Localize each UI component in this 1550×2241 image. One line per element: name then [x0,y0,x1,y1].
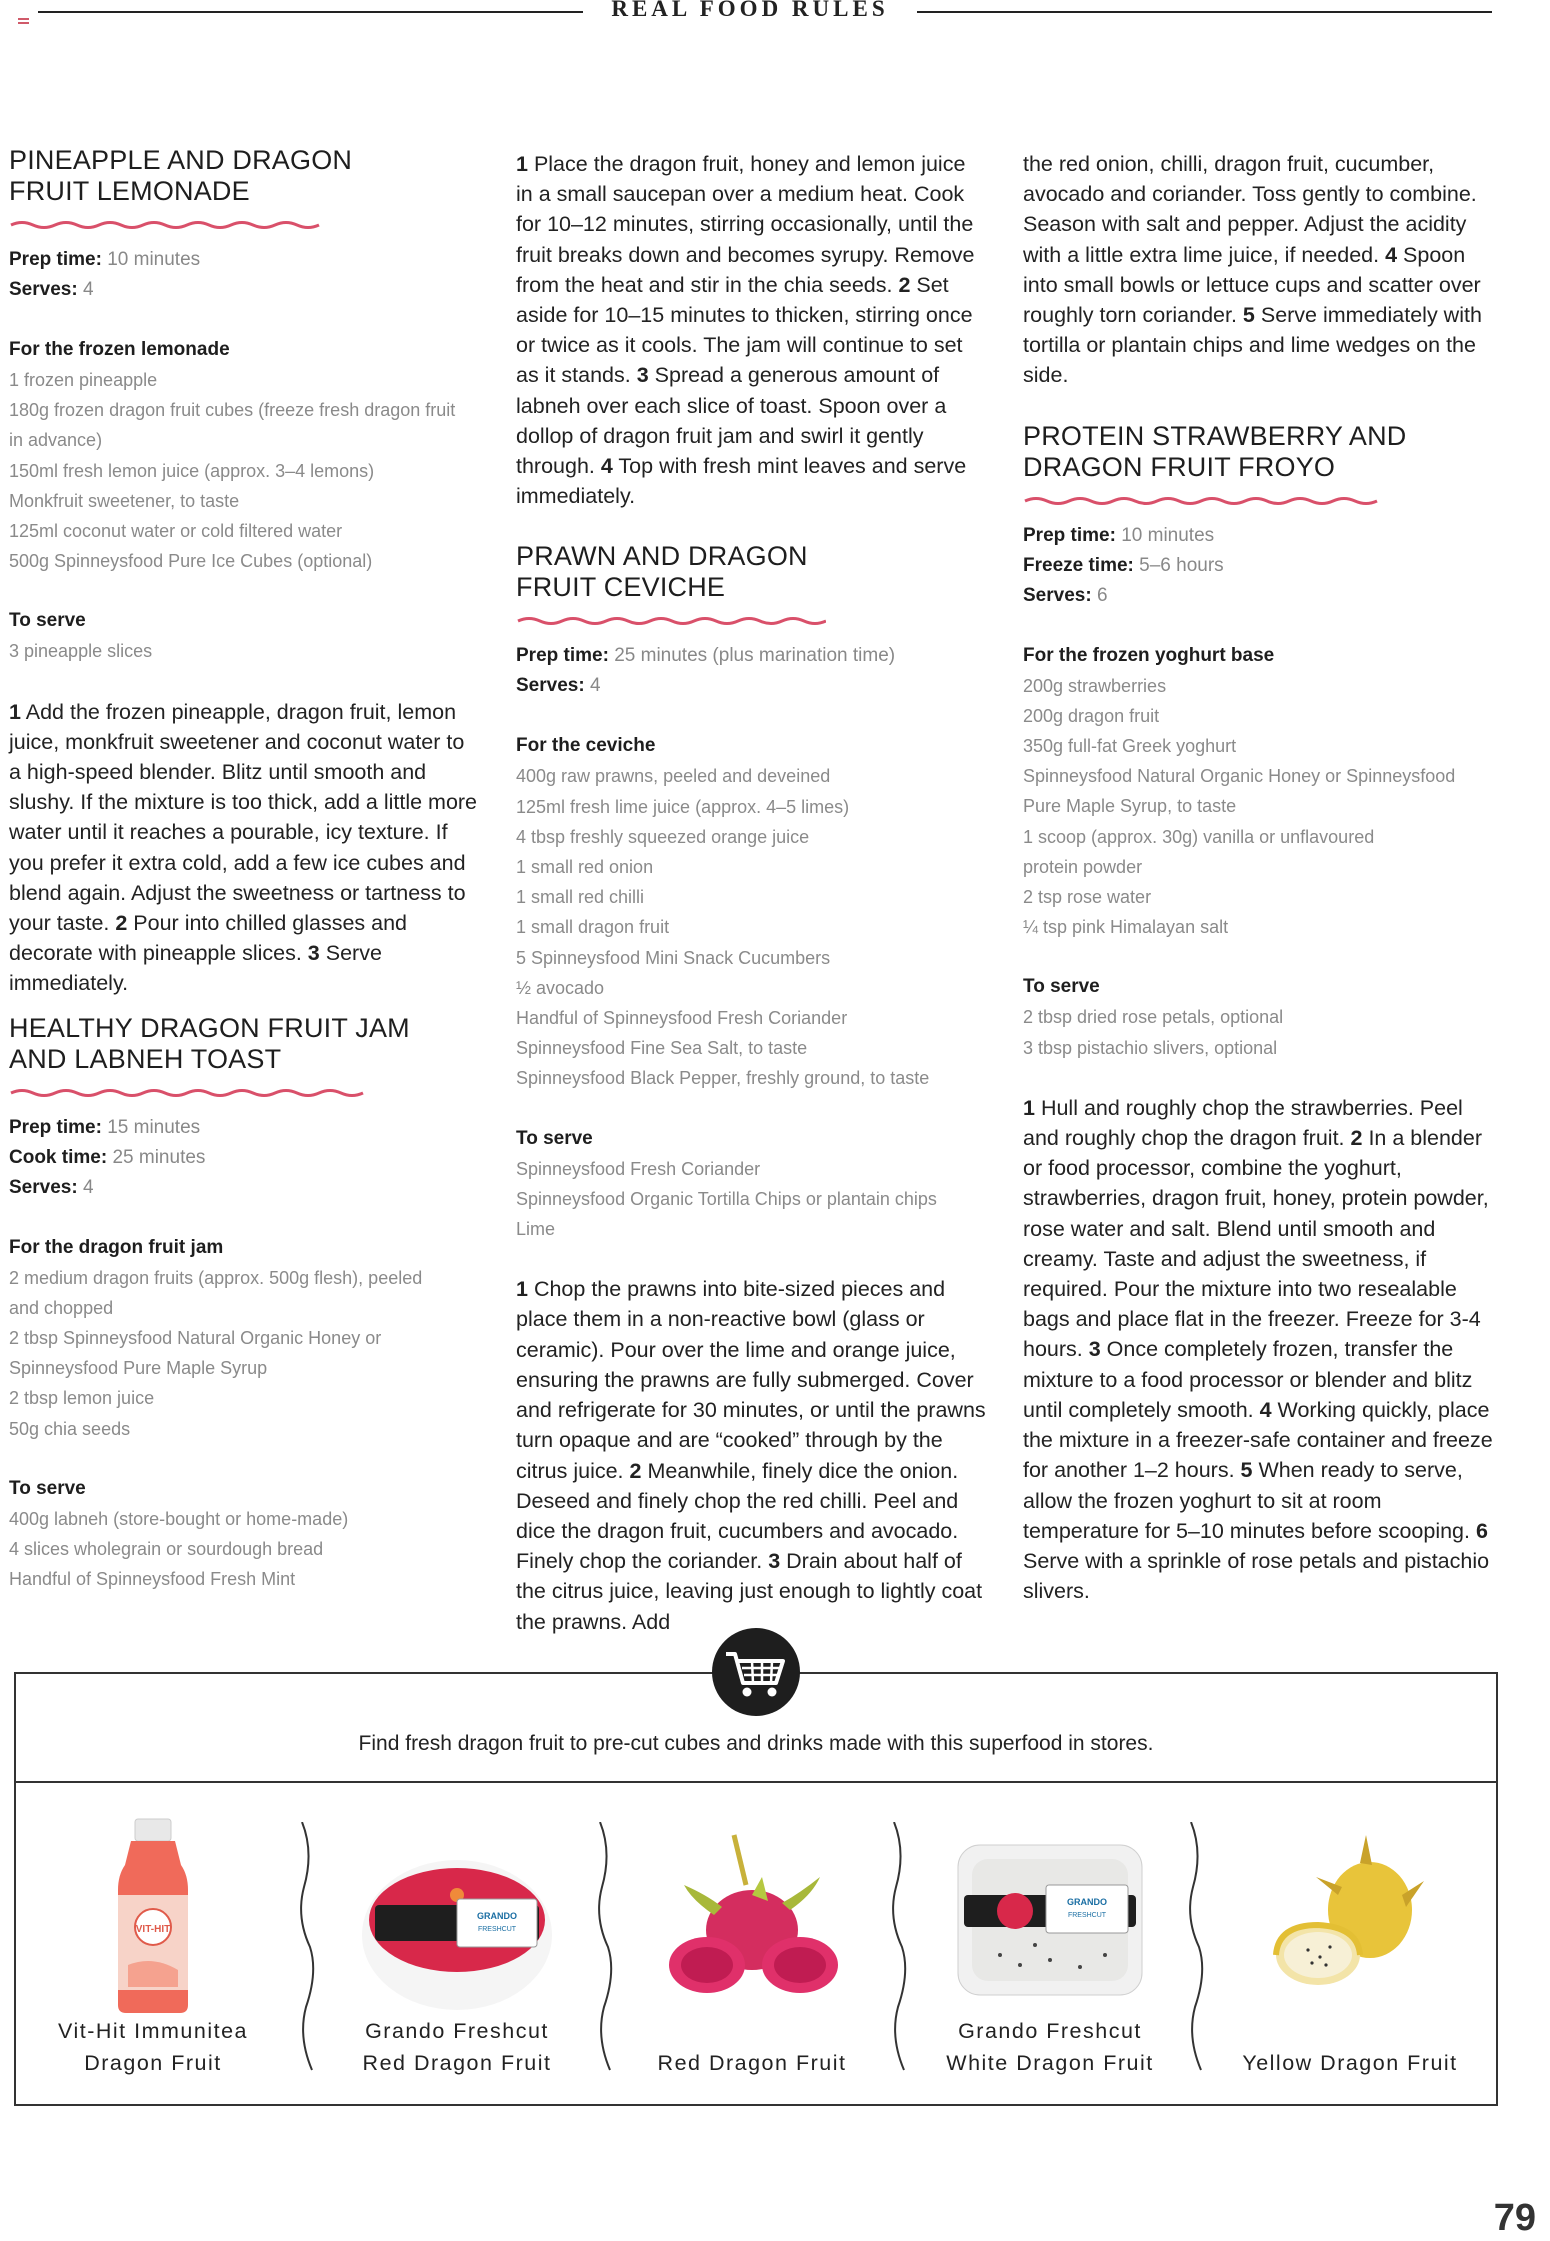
prep-time: Prep time: 10 minutes [1023,524,1215,546]
column-1 [9,145,479,1594]
header-rule-right [917,11,1492,13]
product-yellow-dragon-fruit [1220,1815,1480,2075]
svg-text:VIT-HIT: VIT-HIT [135,1924,171,1935]
method-text: 1 Chop the prawns into bite-sized pieces and place them in a non-reactive bowl (glass or ceramic). Pour over the lime and orange juice, ensuring the prawns are fully submerged. Cover and refrigerate for 30 minutes, or until the prawns turn opaque and are “cooked” through by the citrus juice. 2 Meanwhile, finely dice the onion. Deseed and finely chop the red chilli. Peel and dice the dragon fruit, cucumbers and avocado. Finely chop the coriander. 3 Drain about half of the citrus juice, leaving just enough to lightly coat the prawns. Add [516,1277,986,1634]
serves: Serves: 4 [516,675,601,697]
bracket-divider [296,1822,320,2072]
cook-time: Cook time: 25 minutes [9,1146,206,1168]
ingredient: ½ avocado [516,977,605,998]
ingredient: Handful of Spinneysfood Fresh Mint [9,1569,296,1590]
ingredient: protein powder [1023,856,1143,877]
ingredient: 1 scoop (approx. 30g) vanilla or unflavoured [1023,826,1375,847]
ingredient: 400g raw prawns, peeled and deveined [516,766,831,787]
serves: Serves: 4 [9,1176,94,1198]
ingredient: Spinneysfood Organic Tortilla Chips or plantain chips [516,1188,937,1209]
ingredient: 50g chia seeds [9,1418,131,1439]
ingredient: 200g dragon fruit [1023,705,1160,726]
page-header-title: REAL FOOD RULES [611,0,889,21]
ingredient: 2 tbsp dried rose petals, optional [1023,1007,1284,1028]
product-name: Grando Freshcut White Dragon Fruit [946,2019,1154,2075]
ingredient: 3 pineapple slices [9,641,153,662]
svg-text:GRANDO: GRANDO [1067,1897,1107,1907]
section-heading: To serve [9,1477,86,1499]
ingredient: Spinneysfood Natural Organic Honey or Spinneysfood [1023,766,1456,787]
product-name: Yellow Dragon Fruit [1242,2051,1458,2075]
wavy-divider [9,1085,394,1101]
section-heading: For the frozen lemonade [9,339,230,360]
ingredient: Pure Maple Syrup, to taste [1023,796,1237,817]
ingredient: 500g Spinneysfood Pure Ice Cubes (optional) [9,551,373,572]
prep-time: Prep time: 15 minutes [9,1116,201,1138]
bracket-divider [594,1822,618,2072]
product-grando-red [327,1815,587,2075]
ingredient: Spinneysfood Black Pepper, freshly ground, to taste [516,1068,930,1089]
section-heading: For the dragon fruit jam [9,1236,224,1258]
ingredient: 1 small red onion [516,857,654,878]
ingredient: Monkfruit sweetener, to taste [9,490,240,511]
ingredient: 2 tbsp Spinneysfood Natural Organic Honey or [9,1328,382,1349]
ingredient: 2 tsp rose water [1023,887,1152,908]
fruit-image [622,1815,882,2015]
section-heading: For the ceviche [516,735,656,757]
product-grando-white [920,1815,1180,2075]
shop-text: Find fresh dragon fruit to pre-cut cubes and drinks made with this superfood in stores. [358,1732,1154,1755]
ingredient: and chopped [9,1297,114,1318]
product-name: Grando Freshcut Red Dragon Fruit [362,2019,552,2075]
product-red-dragon-fruit [622,1815,882,2075]
column-3 [1023,145,1493,1606]
ingredient: 350g full-fat Greek yoghurt [1023,736,1237,757]
ingredient: Spinneysfood Fresh Coriander [516,1158,761,1179]
product-vit-hit [23,1815,283,2075]
pack-image [327,1815,587,2015]
ingredient: 150ml fresh lemon juice (approx. 3–4 lemons) [9,460,375,481]
ingredient: 3 tbsp pistachio slivers, optional [1023,1037,1278,1058]
ingredient: 4 tbsp freshly squeezed orange juice [516,826,810,847]
page-number: 79 [1493,2197,1536,2239]
shopping-cart-icon [712,1628,800,1716]
svg-text:FRESHCUT: FRESHCUT [1067,1912,1107,1919]
section-heading: To serve [1023,976,1100,998]
method-text: 1 Place the dragon fruit, honey and lemon juice in a small saucepan over a medium heat. Cook for 10–12 minutes, stirring occasionally, until the fruit breaks down and becomes syrupy. Remove from the heat and stir in the chia seeds. 2 Set aside for 10–15 minutes to thicken, stirring once or twice as it cools. The jam will continue to set as it stands. 3 Spread a generous amount of labneh over each slice of toast. Spoon over a dollop of dragon fruit jam and swirl it gently through. 4 Top with fresh mint leaves and serve immediately. [516,152,975,509]
ingredient: Spinneysfood Fine Sea Salt, to taste [516,1038,808,1059]
product-name: Red Dragon Fruit [657,2051,847,2075]
method-text: the red onion, chilli, dragon fruit, cucumber, avocado and coriander. Toss gently to combine. Season with salt and pepper. Adjust the acidity with a little extra lime juice, if needed. 4 Spoon into small bowls or lettuce cups and scatter over roughly torn coriander. 5 Serve immediately with tortilla or plantain chips and lime wedges on the side. [1023,152,1482,388]
ingredient: Handful of Spinneysfood Fresh Coriander [516,1008,848,1029]
ingredient: ¼ tsp pink Himalayan salt [1023,917,1229,938]
ingredient: 180g frozen dragon fruit cubes (freeze fresh dragon fruit [9,400,456,421]
method-text: 1 Add the frozen pineapple, dragon fruit, lemon juice, monkfruit sweetener and coconut water to a high-speed blender. Blitz until smooth and slushy. If the mixture is too thick, add a little more water until it reaches a pourable, icy texture. If you prefer it extra cold, add a few ice cubes and blend again. Adjust the sweetness or tartness to your taste. 2 Pour into chilled glasses and decorate with pineapple slices. 3 Serve immediately. [9,699,478,996]
serves: Serves: 4 [9,279,94,300]
section-heading: For the frozen yoghurt base [1023,644,1275,666]
section-heading: To serve [9,610,86,632]
recipe-title-lemonade: PINEAPPLE AND DRAGON FRUIT LEMONADE [9,145,353,206]
header-rule-left [38,11,583,13]
ingredient: 2 tbsp lemon juice [9,1388,155,1409]
svg-text:FRESHCUT: FRESHCUT [477,1926,517,1933]
ingredient: 2 medium dragon fruits (approx. 500g flesh), peeled [9,1267,423,1288]
svg-text:GRANDO: GRANDO [477,1911,517,1921]
fruit-image [1220,1815,1480,2015]
ingredient: 400g labneh (store-bought or home-made) [9,1508,349,1529]
serves: Serves: 6 [1023,584,1108,606]
ingredient: 125ml fresh lime juice (approx. 4–5 limes) [516,796,850,817]
ingredient: Lime [516,1219,556,1240]
recipe-title-jam: HEALTHY DRAGON FRUIT JAM AND LABNEH TOAST [9,1012,410,1074]
ingredient: 1 small red chilli [516,887,645,908]
section-heading: To serve [516,1127,593,1149]
menu-icon [18,18,29,26]
method-text: 1 Hull and roughly chop the strawberries. Peel and roughly chop the dragon fruit. 2 In a blender or food processor, combine the yoghurt, strawberries, dragon fruit, honey, protein powder, rose water and salt. Blend until smooth and creamy. Taste and adjust the sweetness, if required. Pour the mixture into two resealable bags and place flat in the freezer. Freeze for 3-4 hours. 3 Once completely frozen, transfer the mixture to a food processor or blender and blitz until completely smooth. 4 Working quickly, place the mixture in a freezer-safe container and freeze for another 1–2 hours. 5 When ready to serve, allow the frozen yoghurt to sit at room temperature for 5–10 minutes before scooping. 6 Serve with a sprinkle of rose petals and pistachio slivers. [1023,1095,1493,1604]
ingredient: 1 small dragon fruit [516,917,670,938]
freeze-time: Freeze time: 5–6 hours [1023,554,1224,576]
recipe-title-froyo: PROTEIN STRAWBERRY AND DRAGON FRUIT FROYO [1023,420,1407,482]
ingredient: Spinneysfood Pure Maple Syrup [9,1358,268,1379]
wavy-divider [9,217,339,233]
bottle-image [23,1815,283,2015]
ingredient: 5 Spinneysfood Mini Snack Cucumbers [516,947,831,968]
prep-time: Prep time: 25 minutes (plus marination time) [516,645,896,667]
prep-time: Prep time: 10 minutes [9,249,201,270]
ingredient: in advance) [9,430,103,451]
column-2 [516,145,986,1637]
ingredient: 200g strawberries [1023,675,1167,696]
ingredient: 125ml coconut water or cold filtered water [9,521,343,542]
ingredient: 4 slices wholegrain or sourdough bread [9,1539,324,1560]
bracket-divider [888,1822,912,2072]
bracket-divider [1185,1822,1209,2072]
product-name: Vit-Hit Immunitea Dragon Fruit [58,2019,248,2075]
pack-image [920,1815,1180,2015]
shop-divider [16,1781,1496,1783]
ingredient: 1 frozen pineapple [9,370,158,390]
wavy-divider [516,613,826,629]
recipe-title-ceviche: PRAWN AND DRAGON FRUIT CEVICHE [516,541,808,603]
wavy-divider [1023,493,1378,509]
